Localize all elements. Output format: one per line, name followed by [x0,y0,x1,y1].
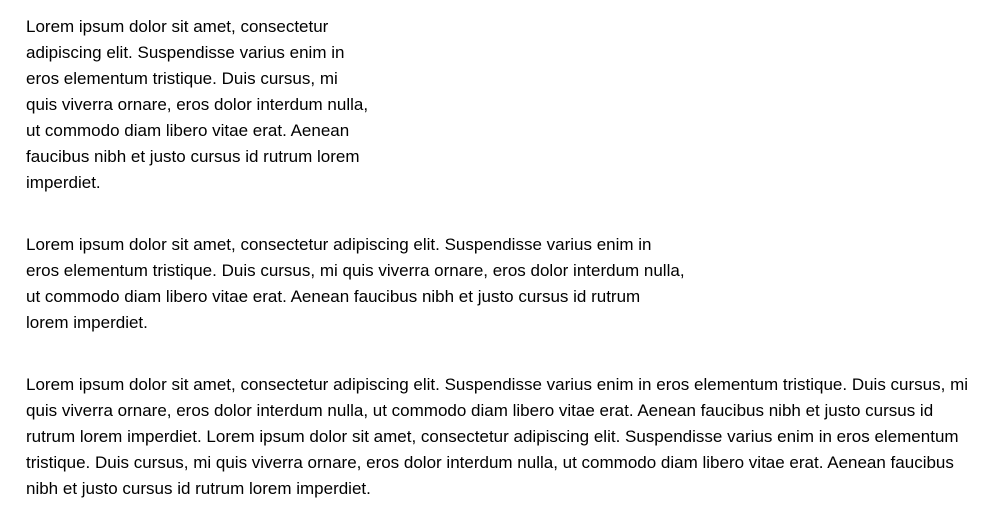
paragraph-wide: Lorem ipsum dolor sit amet, consectetur adipiscing elit. Suspendisse varius enim in eros elementum tristique. Duis cursus, mi quis viverra ornare, eros dolor interdum nulla, ut commodo diam libero vitae erat. Aenean faucibus nibh et justo cursus id rutrum lorem imperdiet. Lorem ipsum dolor sit amet, consectetur adipiscing elit. Suspendisse varius enim in eros elementum tristique. Duis cursus, mi quis viverra ornare, eros dolor interdum nulla, ut commodo diam libero vitae erat. Aenean faucibus nibh et justo cursus id rutrum lorem imperdiet. [26,375,969,498]
paragraph-medium: Lorem ipsum dolor sit amet, consectetur adipiscing elit. Suspendisse varius enim in eros elementum tristique. Duis cursus, mi quis viverra ornare, eros dolor interdum nulla, ut commodo diam libero vitae erat. Aenean faucibus nibh et justo cursus id rutrum lorem imperdiet. [26,235,685,332]
paragraph-narrow: Lorem ipsum dolor sit amet, consectetur adipiscing elit. Suspendisse varius enim in eros elementum tristique. Duis cursus, mi quis viverra ornare, eros dolor interdum nulla, ut commodo diam libero vitae erat. Aenean faucibus nibh et justo cursus id rutrum lorem imperdiet. [26,17,369,192]
